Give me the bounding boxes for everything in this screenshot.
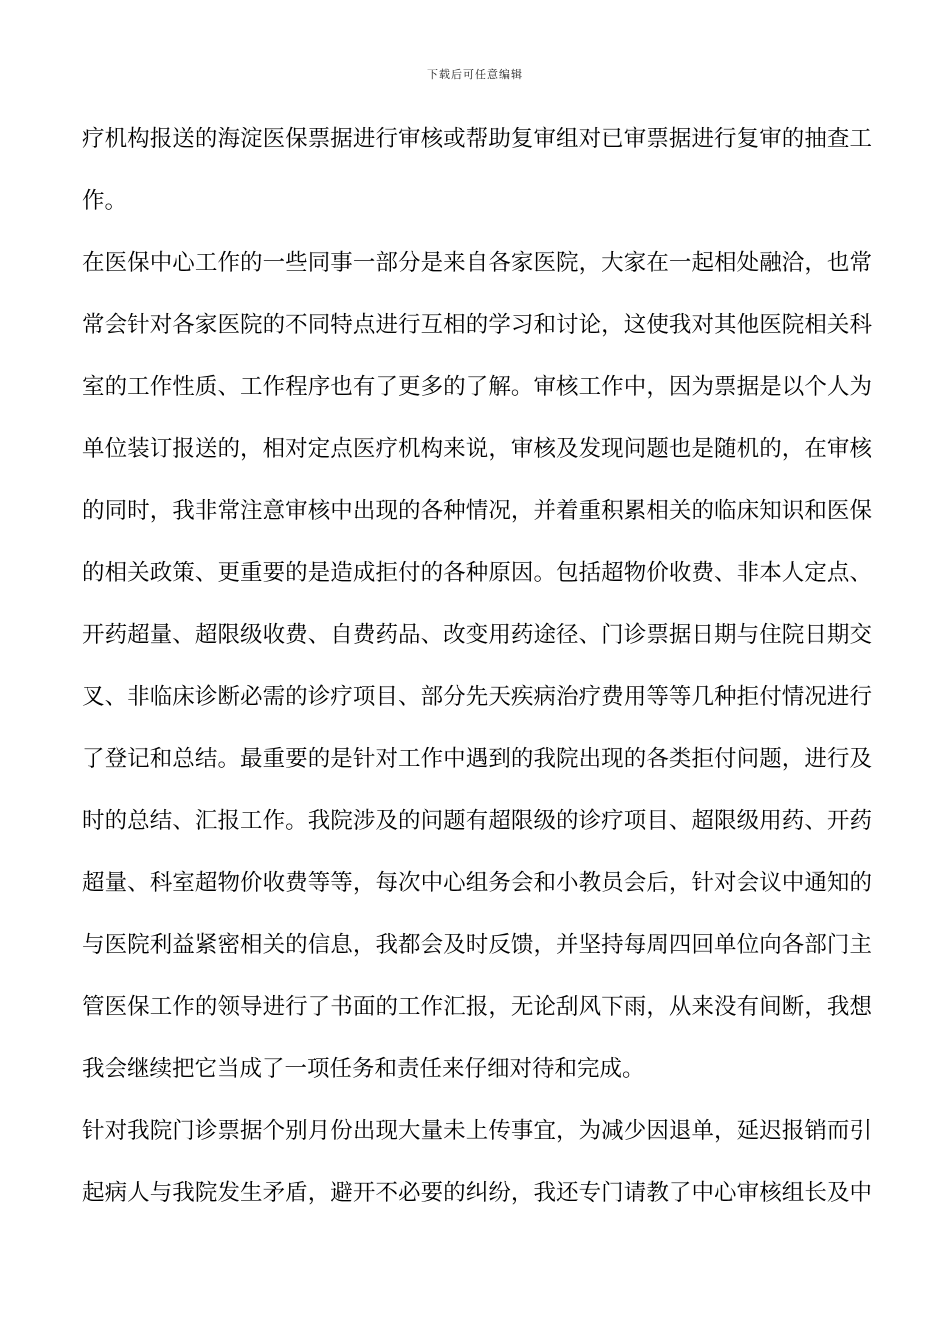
body-text	[82, 116, 872, 1232]
text-line-10: 叉、非临床诊断必需的诊疗项目、部分先天疾病治疗费用等等几种拒付情况进行	[82, 684, 872, 710]
text-line-4: 常会针对各家医院的不同特点进行互相的学习和讨论，这使我对其他医院相关科	[82, 312, 872, 338]
text-line-1: 疗机构报送的海淀医保票据进行审核或帮助复审组对已审票据进行复审的抽查工	[82, 126, 872, 152]
text-line-6: 单位装订报送的，相对定点医疗机构来说，审核及发现问题也是随机的，在审核	[82, 436, 872, 462]
text-line-18: 起病人与我院发生矛盾，避开不必要的纠纷，我还专门请教了中心审核组长及中	[82, 1180, 872, 1206]
text-line-8: 的相关政策、更重要的是造成拒付的各种原因。包括超物价收费、非本人定点、	[82, 560, 872, 586]
text-line-9: 开药超量、超限级收费、自费药品、改变用药途径、门诊票据日期与住院日期交	[82, 622, 872, 648]
text-line-3: 在医保中心工作的一些同事一部分是来自各家医院，大家在一起相处融洽，也常	[82, 250, 872, 276]
text-line-13: 超量、科室超物价收费等等，每次中心组务会和小教员会后，针对会议中通知的	[82, 870, 872, 896]
text-line-16: 我会继续把它当成了一项任务和责任来仔细对待和完成。	[82, 1056, 645, 1082]
text-line-7: 的同时，我非常注意审核中出现的各种情况，并着重积累相关的临床知识和医保	[82, 498, 872, 524]
text-line-2: 作。	[82, 188, 128, 214]
text-line-15: 管医保工作的领导进行了书面的工作汇报，无论刮风下雨，从来没有间断，我想	[82, 994, 872, 1020]
text-line-5: 室的工作性质、工作程序也有了更多的了解。审核工作中，因为票据是以个人为	[82, 374, 872, 400]
text-line-17: 针对我院门诊票据个别月份出现大量未上传事宜，为减少因退单，延迟报销而引	[82, 1118, 872, 1144]
text-line-11: 了登记和总结。最重要的是针对工作中遇到的我院出现的各类拒付问题，进行及	[82, 746, 872, 772]
header-note: 下载后可任意编辑	[427, 68, 523, 81]
text-line-14: 与医院利益紧密相关的信息，我都会及时反馈，并坚持每周四回单位向各部门主	[82, 932, 872, 958]
text-line-12: 时的总结、汇报工作。我院涉及的问题有超限级的诊疗项目、超限级用药、开药	[82, 808, 872, 834]
